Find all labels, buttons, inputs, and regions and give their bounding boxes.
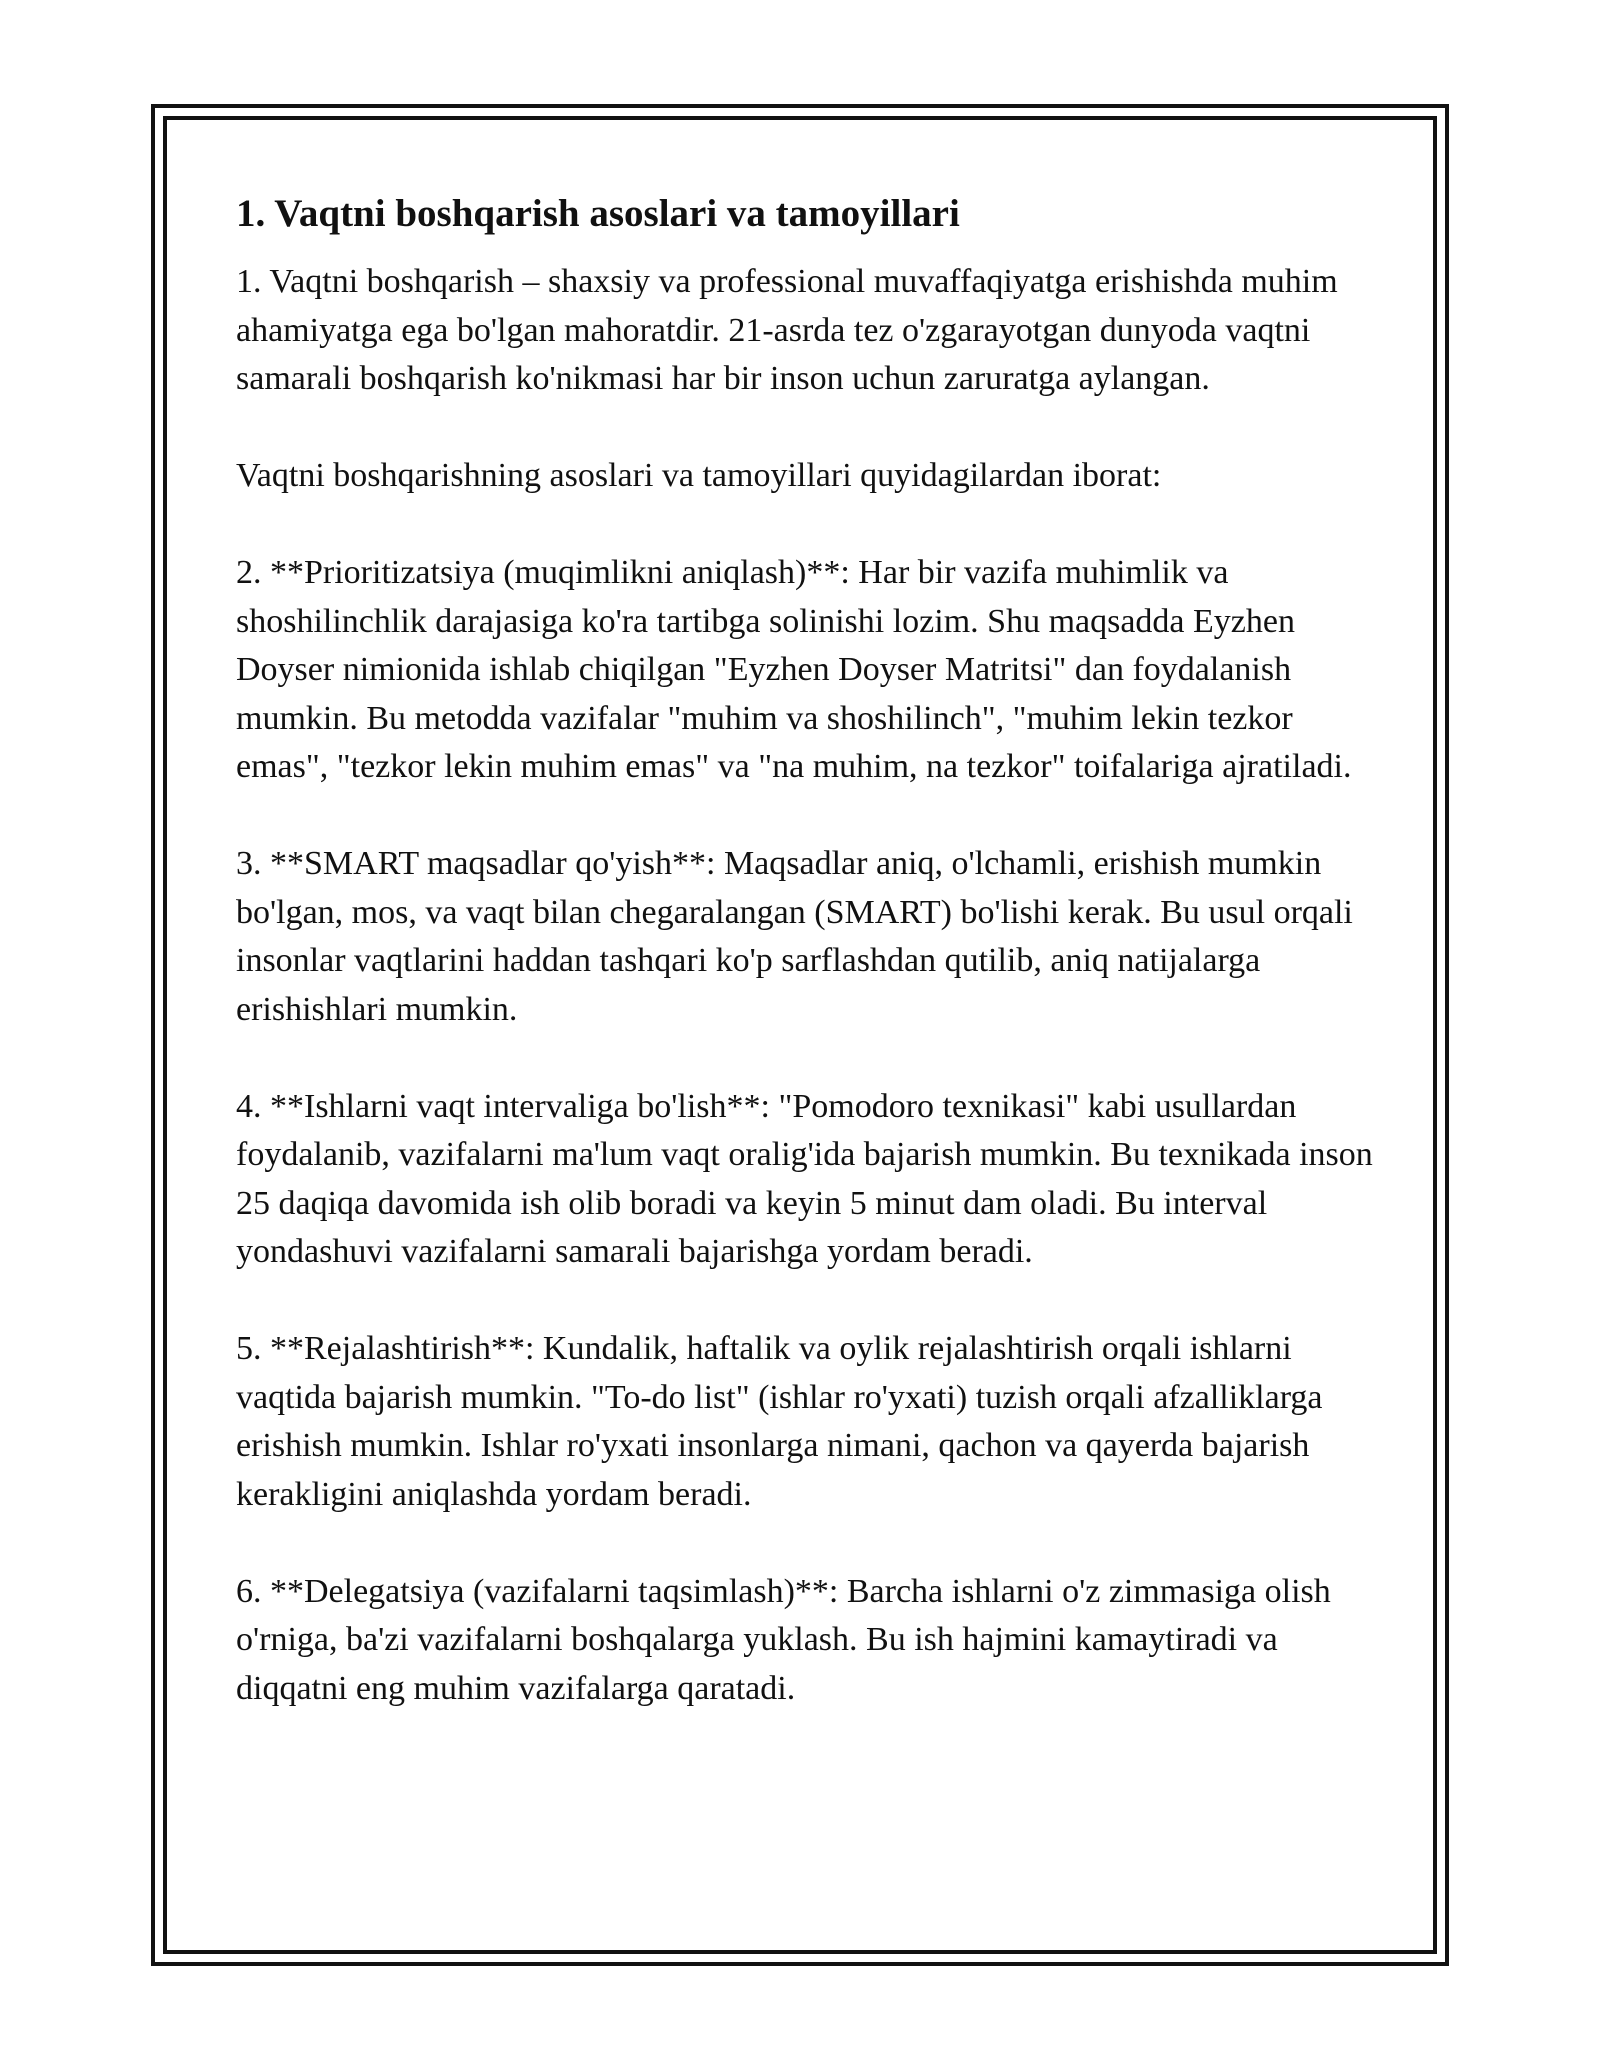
paragraph-prioritization: 2. **Prioritizatsiya (muqimlikni aniqlash)**: Har bir vazifa muhimlik va shoshilinchlik darajasiga ko'ra tartibga solinishi lozim. Shu maqsadda Eyzhen Doyser nimionida ishlab chiqilgan "Eyzhen Doyser Matritsi" dan foydalanish mumkin. Bu metodda vazifalar "muhim va shoshilinch", "muhim lekin tezkor emas", "tezkor lekin muhim emas" va "na muhim, na tezkor" toifalariga ajratiladi.	[236, 554, 1352, 785]
paragraph-delegation: 6. **Delegatsiya (vazifalarni taqsimlash)**: Barcha ishlarni o'z zimmasiga olish o'rniga, ba'zi vazifalarni boshqalarga yuklash. Bu ish hajmini kamaytiradi va diqqatni eng muhim vazifalarga qaratadi.	[236, 1572, 1331, 1707]
paragraph-intro: 1. Vaqtni boshqarish – shaxsiy va professional muvaffaqiyatga erishishda muhim ahamiyatga ega bo'lgan mahoratdir. 21-asrda tez o'zgarayotgan dunyoda vaqtni samarali boshqarish ko'nikmasi har bir inson uchun zaruratga aylangan.	[236, 263, 1338, 397]
document-content	[236, 186, 1376, 1713]
paragraph-smart-goals: 3. **SMART maqsadlar qo'yish**: Maqsadlar aniq, o'lchamli, erishish mumkin bo'lgan, mos, va vaqt bilan chegaralangan (SMART) bo'lishi kerak. Bu usul orqali insonlar vaqtlarini haddan tashqari ko'p sarflashdan qutilib, aniq natijalarga erishishlari mumkin.	[236, 845, 1353, 1028]
paragraph-principles-lead: Vaqtni boshqarishning asoslari va tamoyillari quyidagilardan iborat:	[236, 457, 1162, 494]
paragraph-planning: 5. **Rejalashtirish**: Kundalik, haftalik va oylik rejalashtirish orqali ishlarni vaqtida bajarish mumkin. "To-do list" (ishlar ro'yxati) tuzish orqali afzalliklarga erishish mumkin. Ishlar ro'yxati insonlarga nimani, qachon va qayerda bajarish kerakligini aniqlashda yordam beradi.	[236, 1330, 1323, 1513]
section-heading: 1. Vaqtni boshqarish asoslari va tamoyillari	[236, 192, 960, 235]
paragraph-time-intervals: 4. **Ishlarni vaqt intervaliga bo'lish**: "Pomodoro texnikasi" kabi usullardan foydalanib, vazifalarni ma'lum vaqt oralig'ida bajarish mumkin. Bu texnikada inson 25 daqiqa davomida ish olib boradi va keyin 5 minut dam oladi. Bu interval yondashuvi vazifalarni samarali bajarishga yordam beradi.	[236, 1087, 1373, 1270]
